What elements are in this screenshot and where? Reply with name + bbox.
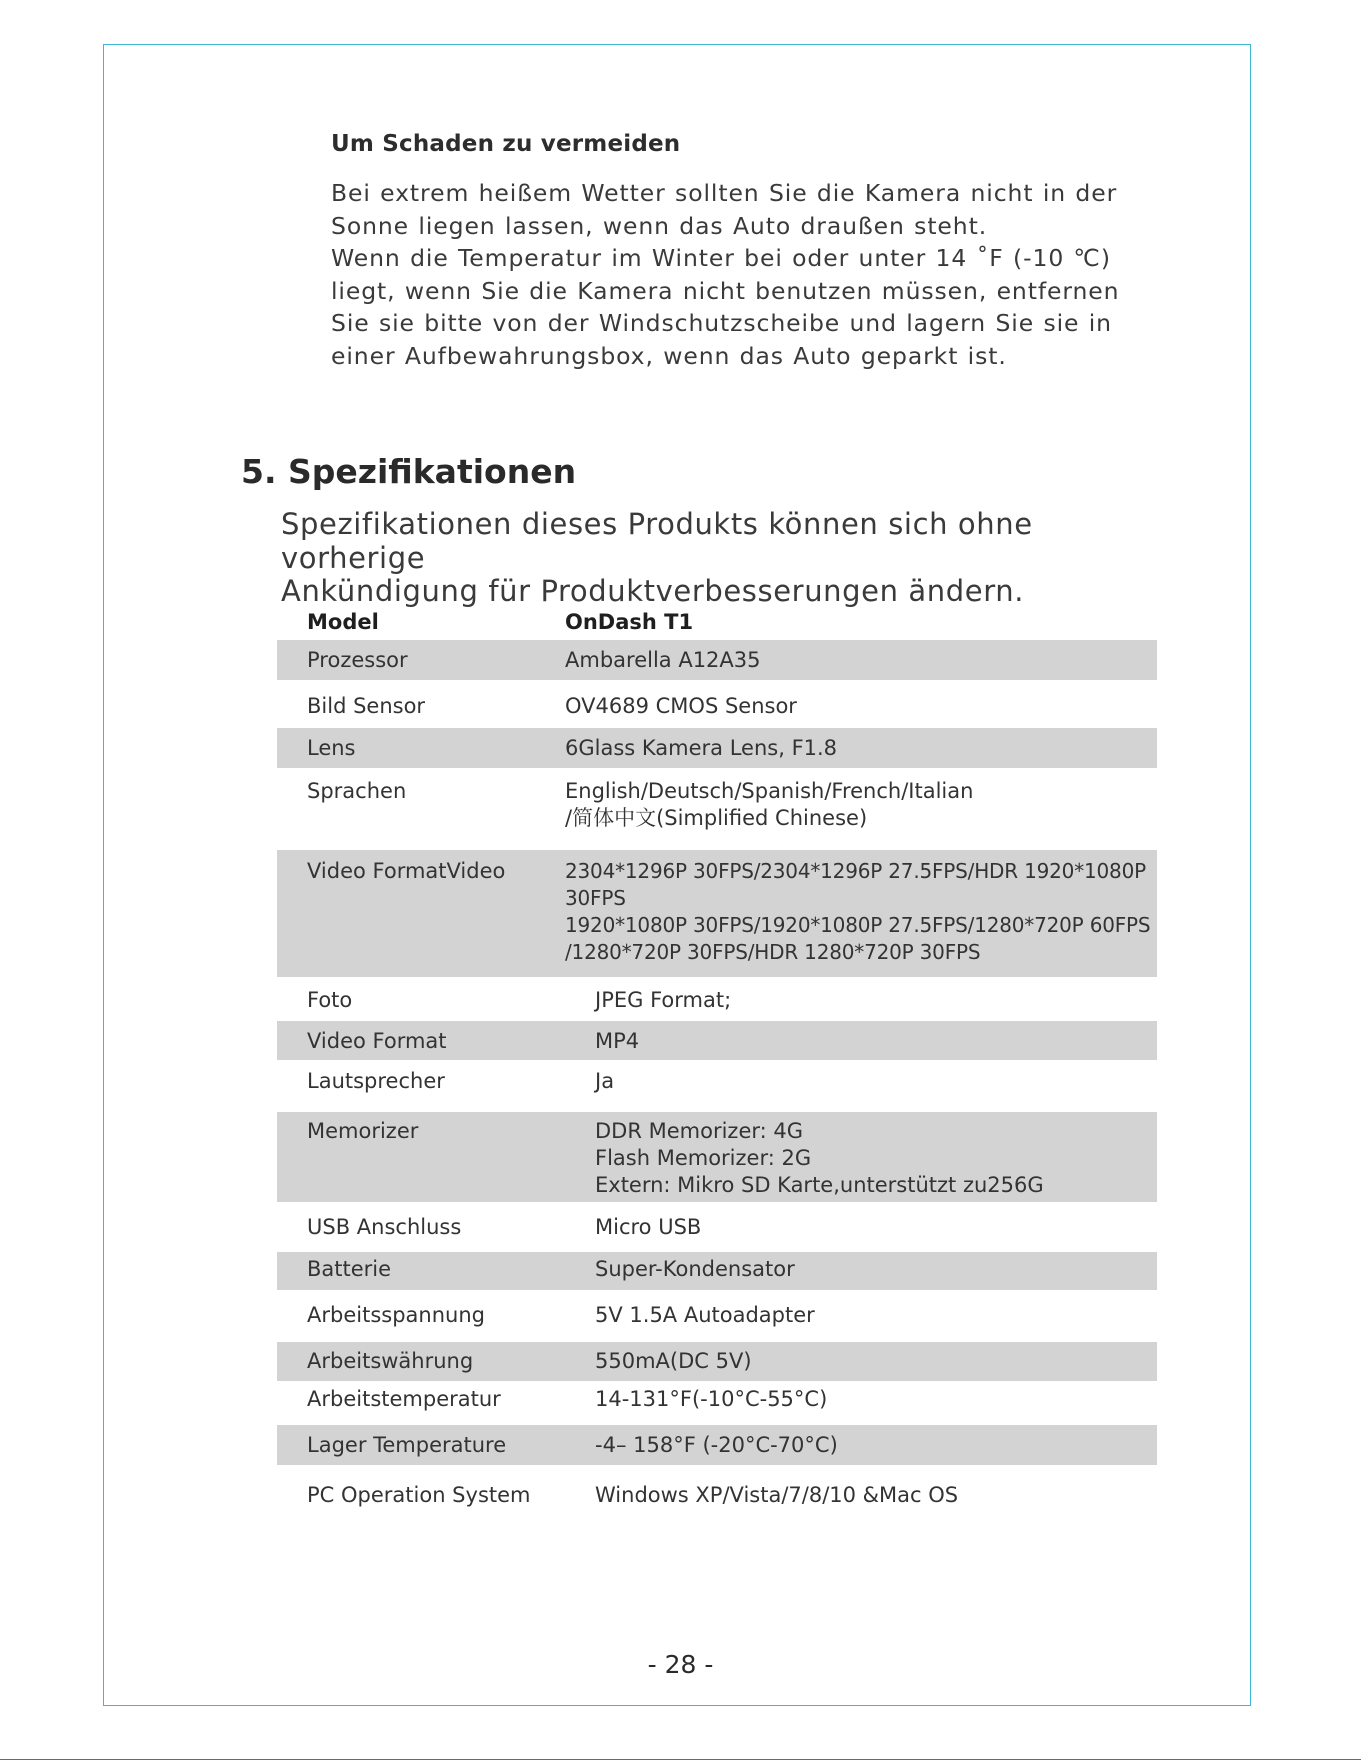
spec-value-line: Flash Memorizer: 2G [595, 1146, 812, 1170]
spec-value-line: /简体中文(Simplified Chinese) [565, 806, 868, 830]
table-row [277, 685, 1157, 728]
spec-label: Bild Sensor [307, 694, 426, 718]
spec-label: Arbeitstemperatur [307, 1387, 501, 1411]
spec-value [565, 858, 1151, 966]
table-row [277, 1425, 1157, 1465]
warning-title: Um Schaden zu vermeiden [331, 131, 681, 157]
table-row [277, 1060, 1157, 1112]
table-row [277, 640, 1157, 680]
spec-value: 550mA(DC 5V) [595, 1349, 752, 1373]
spec-value: Ambarella A12A35 [565, 648, 761, 672]
spec-value: Windows XP/Vista/7/8/10 &Mac OS [595, 1483, 959, 1507]
spec-value: OV4689 CMOS Sensor [565, 694, 797, 718]
spec-value-line: Extern: Mikro SD Karte,unterstützt zu256G [595, 1173, 1044, 1197]
table-row [277, 1252, 1157, 1290]
warning-line: liegt, wenn Sie die Kamera nicht benutzen müssen, entfernen [331, 276, 1120, 305]
spec-value: 5V 1.5A Autoadapter [595, 1303, 815, 1327]
table-row [277, 1342, 1157, 1381]
spec-value [565, 778, 1151, 832]
spec-value: -4– 158°F (-20°C-70°C) [595, 1433, 838, 1457]
spec-table-header [277, 610, 1157, 640]
table-row [277, 728, 1157, 768]
spec-value: Ja [595, 1069, 615, 1093]
table-row [277, 1021, 1157, 1060]
section-heading: 5. Spezifikationen [241, 452, 577, 491]
spec-value-line: 1920*1080P 30FPS/1920*1080P 27.5FPS/1280*720P 60FPS [565, 913, 1151, 937]
spec-label: Foto [307, 988, 353, 1012]
spec-value-line: /1280*720P 30FPS/HDR 1280*720P 30FPS [565, 940, 981, 964]
spec-label: Lens [307, 736, 356, 760]
spec-label: Sprachen [307, 779, 407, 803]
warning-line: Bei extrem heißem Wetter sollten Sie die Kamera nicht in der [331, 179, 1118, 207]
spec-label: Video FormatVideo [307, 859, 506, 883]
bottom-divider [0, 1759, 1361, 1760]
spec-value: JPEG Format; [595, 988, 732, 1012]
spec-label: PC Operation System [307, 1483, 531, 1507]
table-row [277, 1290, 1157, 1342]
spec-label: USB Anschluss [307, 1215, 462, 1239]
table-row [277, 977, 1157, 1021]
warning-line: einer Aufbewahrungsbox, wenn das Auto geparkt ist. [331, 341, 1007, 370]
spec-label: Prozessor [307, 648, 408, 672]
spec-value: Micro USB [595, 1215, 702, 1239]
spec-label: Batterie [307, 1257, 392, 1281]
spec-value-line: DDR Memorizer: 4G [595, 1119, 804, 1143]
page-number: - 28 - [647, 1650, 714, 1679]
spec-label: Lager Temperature [307, 1433, 507, 1457]
spec-value [595, 1118, 1151, 1199]
spec-label: Video Format [307, 1029, 447, 1053]
spec-value: Super-Kondensator [595, 1257, 795, 1281]
warning-line: Sonne liegen lassen, wenn das Auto draußen steht. [331, 211, 988, 240]
spec-value: 6Glass Kamera Lens, F1.8 [565, 736, 838, 760]
header-label-model: Model [307, 610, 379, 634]
table-row [277, 850, 1157, 977]
spec-label: Arbeitsspannung [307, 1303, 485, 1327]
header-value-model: OnDash T1 [565, 610, 694, 634]
table-row [277, 768, 1157, 850]
spec-value-line: English/Deutsch/Spanish/French/Italian [565, 779, 974, 803]
section-intro [281, 508, 1161, 609]
warning-line: Wenn die Temperatur im Winter bei oder unter 14 ˚F (-10 ℃) [331, 244, 1111, 273]
table-row [277, 1381, 1157, 1425]
intro-line: Ankündigung für Produktverbesserungen ändern. [281, 574, 1025, 608]
warning-text [331, 177, 1161, 373]
table-row [277, 1202, 1157, 1252]
spec-label: Arbeitswährung [307, 1349, 474, 1373]
intro-line: Spezifikationen dieses Produkts können sich ohne vorherige [281, 507, 1033, 575]
spec-label: Memorizer [307, 1119, 419, 1143]
spec-value-line: 30FPS [565, 886, 626, 910]
spec-value: MP4 [595, 1029, 640, 1053]
table-row [277, 1465, 1157, 1515]
spec-value-line: 2304*1296P 30FPS/2304*1296P 27.5FPS/HDR 1920*1080P [565, 859, 1146, 883]
spec-label: Lautsprecher [307, 1069, 445, 1093]
spec-table [277, 610, 1157, 1515]
warning-line: Sie sie bitte von der Windschutzscheibe und lagern Sie sie in [331, 309, 1112, 338]
table-row [277, 1112, 1157, 1202]
spec-value: 14-131°F(-10°C-55°C) [595, 1387, 828, 1411]
